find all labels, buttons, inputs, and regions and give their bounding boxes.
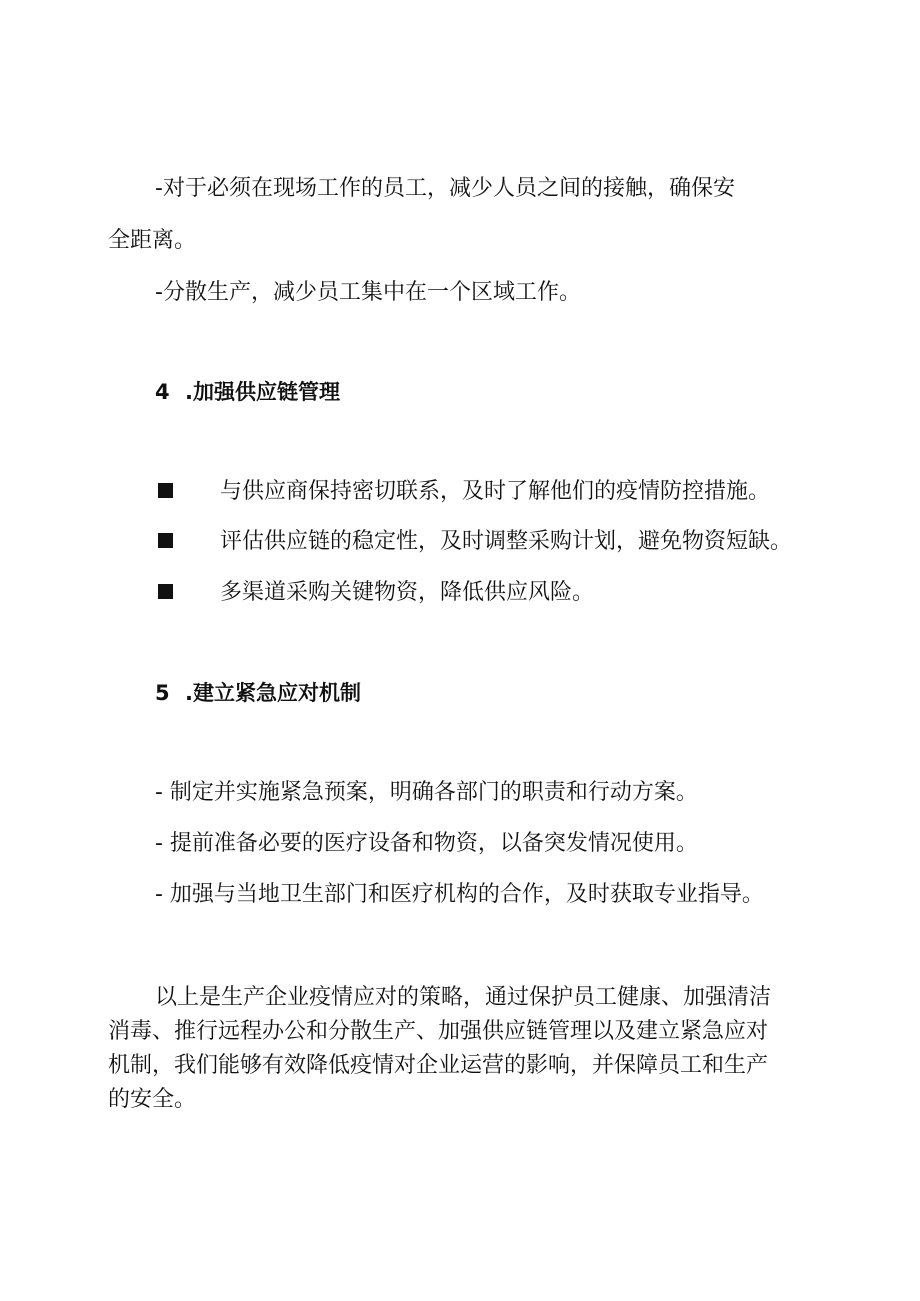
intro-line-1: -对于必须在现场工作的员工，减少人员之间的接触，确保安: [155, 176, 735, 201]
conclusion-line: 的安全。: [108, 1087, 197, 1112]
intro-line-2: 全距离。: [108, 228, 197, 253]
list-item: - 提前准备必要的医疗设备和物资，以备突发情况使用。: [155, 831, 698, 856]
section-5-heading: [155, 678, 361, 708]
square-bullet-icon: [158, 584, 173, 599]
section-5-number: 5: [155, 681, 170, 705]
intro-line-3: -分散生产，减少员工集中在一个区域工作。: [155, 280, 581, 305]
conclusion-line: 以上是生产企业疫情应对的策略，通过保护员工健康、加强清洁: [155, 985, 772, 1010]
section-4-title: .加强供应链管理: [185, 380, 340, 404]
section-5-title: .建立紧急应对机制: [185, 681, 361, 705]
list-item-text: 评估供应链的稳定性，及时调整采购计划，避免物资短缺。: [220, 529, 793, 554]
list-item-text: 多渠道采购关键物资，降低供应风险。: [220, 580, 595, 605]
conclusion-paragraph: [108, 981, 808, 1117]
section-4-number: 4: [155, 380, 170, 404]
square-bullet-icon: [158, 533, 173, 548]
square-bullet-icon: [158, 483, 173, 498]
list-item: - 制定并实施紧急预案，明确各部门的职责和行动方案。: [155, 780, 698, 805]
conclusion-line: 机制，我们能够有效降低疫情对企业运营的影响，并保障员工和生产: [108, 1053, 769, 1078]
section-4-heading: [155, 377, 340, 407]
list-item: - 加强与当地卫生部门和医疗机构的合作，及时获取专业指导。: [155, 882, 764, 907]
conclusion-line: 消毒、推行远程办公和分散生产、加强供应链管理以及建立紧急应对: [108, 1019, 769, 1044]
list-item-text: 与供应商保持密切联系，及时了解他们的疫情防控措施。: [220, 479, 771, 504]
